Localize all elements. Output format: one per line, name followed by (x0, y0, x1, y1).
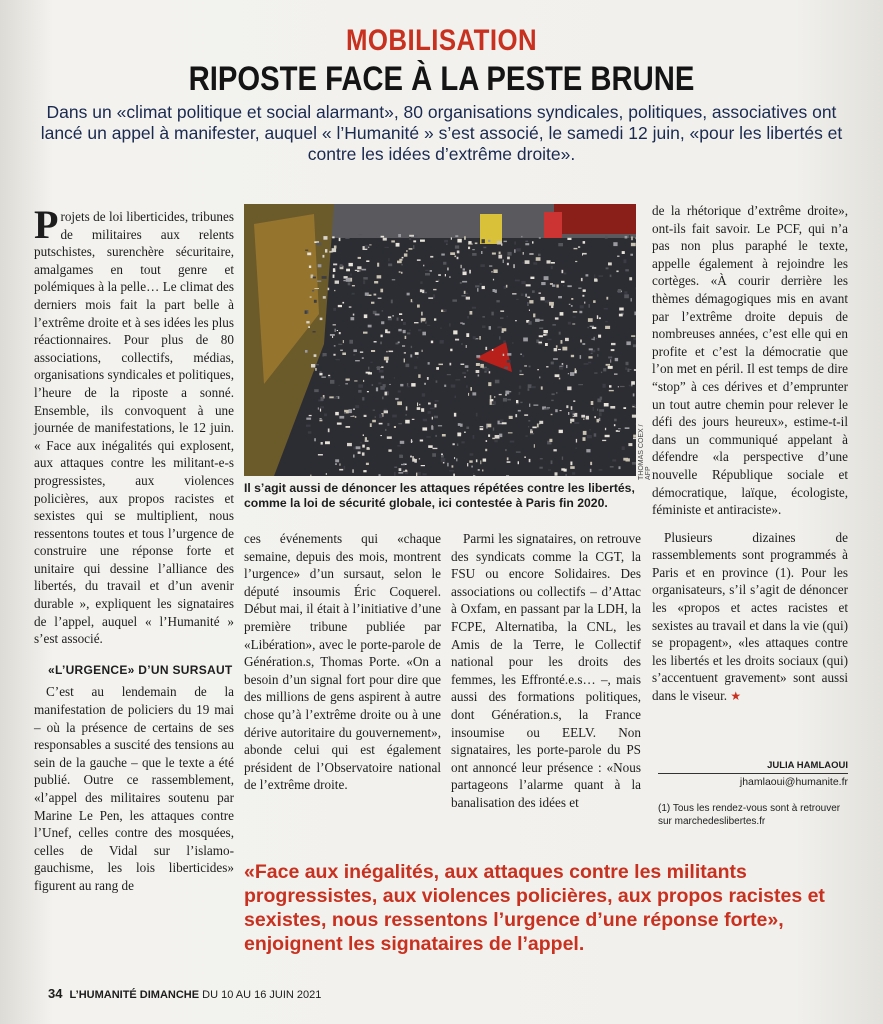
crowd-image (244, 204, 636, 476)
paragraph-text: rojets de loi liberticides, tribunes de militaires aux relents putschistes, surenchère sécuritaire, amalgames en tout genre et polémiques à la pelle… Le climat des derniers mois fait la part belle à l’extrême droite et à ses idées les plus réactionnaires. Pour plus de 80 associations, collectifs, médias, organisations syndicales et politiques, l’heure de la riposte a sonné. Ensemble, ils convoquent à une journée de manifestations, le 12 juin. « Face aux inégalités qui explosent, aux attaques contre les militant-e-s progressistes, aux violences policières, aux propos racistes et sexistes qui se multiplient, nous ressentons toutes et tous l’urgence de construire une réponse forte et unitaire qui dessine l’alliance des libertés, du travail et d’un avenir durable », expliquent les signataires de l’appel, auquel « l’Humanité » s’est associé. (34, 209, 234, 647)
column-2 (244, 530, 441, 794)
byline: JULIA HAMLAOUI (658, 760, 848, 774)
headline: RIPOSTE FACE À LA PESTE BRUNE (188, 60, 695, 98)
page-number: 34 (48, 986, 63, 1001)
paragraph-text: Plusieurs dizaines de rassemblements sont programmés à Paris et en province (1). Pour les organisateurs, s’il s’agit de dénoncer les «propos et actes racistes et sexistes au travail et dans la vie (qui) se propagent», «les attaques contre les libertés et les droits sociaux (qui) s’accentuent gravement» sont aussi dans le viseur. (652, 529, 848, 704)
paragraph (652, 529, 848, 706)
subheading: «L’URGENCE» D’UN SURSAUT (48, 662, 233, 677)
column-4 (652, 202, 848, 706)
paragraph: Parmi les signataires, on retrouve des syndicats comme la CGT, la FSU ou encore Solidaires. Des associations ou collectifs – d’Attac à Oxfam, en passant par la LDH, la FCPE, Alternatiba, la CNL, les Amis de la Terre, le Collectif national pour les droits des femmes, les Effronté.e.s… –, mais aussi des formations politiques, dont Génération.s, la France insoumise ou EELV. Non signataires, les porte-parole du PS ont annoncé leur présence : «Nous partageons l’alarme quant à la banalisation des idées et (451, 531, 641, 810)
paragraph: ces événements qui «chaque semaine, depuis des mois, montrent l’urgence» d’un sursaut, selon le député insoumis Éric Coquerel. Début mai, il était à l’initiative d’une première tribune publiée par «Libération», avec le porte-parole de Génération.s, Thomas Porte. «On a besoin d’un signal fort pour dire que des millions de gens aspirent à autre chose qu’à l’extrême droite ou à une dérive autoritaire du gouvernement», abonde celui qui est également président de l’Observatoire national de l’extrême droite. (244, 531, 441, 793)
end-star-icon: ★ (730, 689, 742, 704)
photo-credit: THOMAS COEX / AFP (638, 424, 652, 480)
kicker: MOBILISATION (345, 24, 538, 57)
deck: Dans un «climat politique et social alarmant», 80 organisations syndicales, politiques, associatives ont lancé un appel à manifester, auquel « l’Humanité » s’est associé, le samedi 12 juin, «pour les libertés et contre les idées d’extrême droite». (40, 102, 843, 164)
pull-quote: «Face aux inégalités, aux attaques contre les militants progressistes, aux violences policières, aux propos racistes et sexistes, nous ressentons l’urgence d’une réponse forte», enjoignent les signataires de l’appel. (244, 861, 825, 955)
column-1 (34, 202, 234, 895)
protest-photo (244, 204, 636, 476)
footnote: (1) Tous les rendez-vous sont à retrouver sur marchedeslibertes.fr (658, 803, 841, 827)
column-3 (451, 530, 641, 812)
page-footer (48, 986, 321, 1001)
photo-caption: Il s’agit aussi de dénoncer les attaques répétées contre les libertés, comme la loi de sécurité globale, ici contestée à Paris fin 2020. (244, 481, 635, 510)
author-email: jhamlaoui@humanite.fr (739, 776, 848, 788)
publication-name: L’HUMANITÉ DIMANCHE (69, 989, 200, 1001)
drop-cap: P (34, 202, 59, 247)
paragraph: de la rhétorique d’extrême droite», ont-ils fait savoir. Le PCF, qui n’a pas non plus paraphé le texte, appelle également à rejoindre les cortèges. «À courir derrière les thèmes démagogiques mis en avant par l’extrême droite depuis de nombreuses années, c’est elle qui en profite et c’est la démocratie que l’on met en péril. Il est temps de dire “stop” à ces dérives et d’emprunter un tout autre chemin pour relever le défi des jours heureux», estime-t-il dans un communiqué appelant à défendre «la perspective d’une nouvelle République sociale et démocratique, laïque, écologiste, féministe et antiraciste». (652, 203, 848, 518)
paragraph (34, 202, 234, 648)
paragraph: C’est au lendemain de la manifestation de policiers du 19 mai – où la présence de certains de ses responsables a suscité des tensions au sein de la gauche – que le texte a été publié. Outre ce rassemblement, «l’appel des militaires soutenu par Marine Le Pen, les attaques contre l’Unef, celles contre des mosquées, celles de Vidal sur l’islamo-gauchisme, les lois liberticides» figurent au rang de (34, 684, 234, 893)
issue-dates: DU 10 AU 16 JUIN 2021 (202, 989, 322, 1001)
